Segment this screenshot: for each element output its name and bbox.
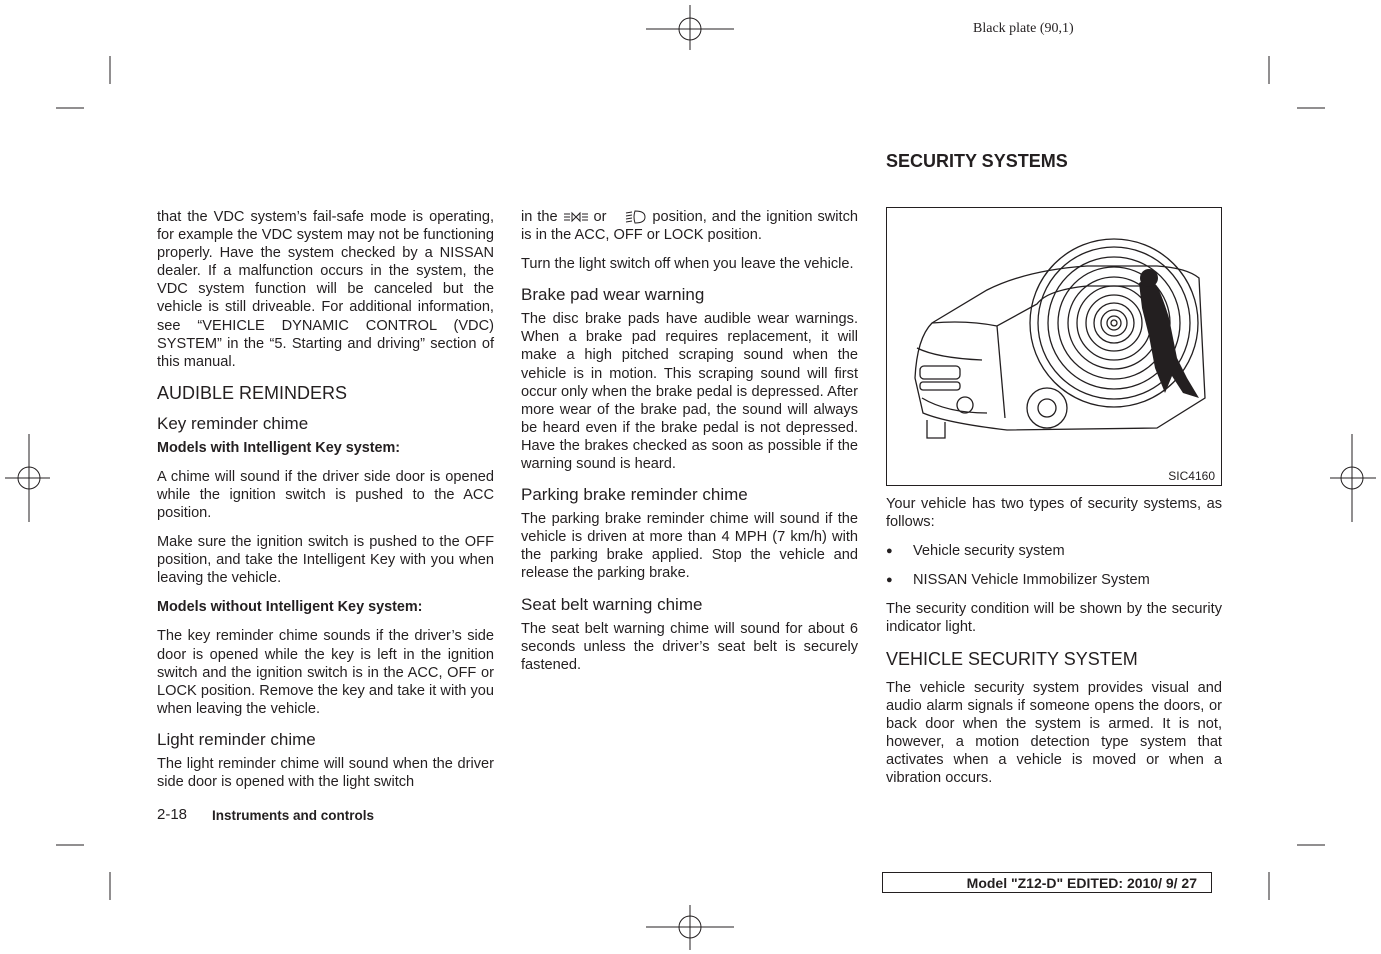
parking-lights-icon [563,211,589,223]
heading-without-ikey: Models without Intelligent Key system: [157,599,423,616]
paragraph-security-intro: Your vehicle has two types of security systems, as follows: [886,496,1222,531]
paragraph-brake-pad: The disc brake pads have audible wear warnings. When a brake pad requires replacement, it will make a high pitched scraping sound when the vehicle is in motion. This scraping sound will first occur only when the brake pedal is depressed. After more wear of the brake pad, the sound will always be heard even if the brake pedal is not depressed. Have the brakes checked as soon as possible if the warning sound is heard. [521,311,858,473]
column-left [157,208,494,791]
security-list [886,542,1222,589]
figure-code: SIC4160 [1168,469,1215,483]
heading-brake-pad: Brake pad wear warning [521,285,705,305]
list-item: ● Vehicle security system [886,542,1222,560]
paragraph-with-ikey-1: A chime will sound if the driver side door is opened while the ignition switch is pushed to the ACC position. [157,468,494,522]
column-middle [521,208,858,685]
plate-label: Black plate (90,1) [973,21,1074,36]
heading-audible-reminders: AUDIBLE REMINDERS [157,382,348,403]
paragraph-turn-off: Turn the light switch off when you leave the vehicle. [521,256,854,273]
paragraph-without-ikey: The key reminder chime sounds if the driver’s side door is opened while the key is left in the ignition switch and the ignition switch is in the ACC, OFF or LOCK position. Remove the key and take it with you when leaving the vehicle. [157,628,494,717]
heading-seat-belt: Seat belt warning chime [521,594,703,614]
vdc-paragraph: that the VDC system’s fail-safe mode is operating, for example the VDC system may not be functioning properly. Have the system checked by a NISSAN dealer. If a malfunction occurs in the system, the VDC system function will be canceled but the vehicle is still driveable. For additional information, see “VEHICLE DYNAMIC CONTROL (VDC) SYSTEM” in the “5. Starting and driving” section of this manual. [157,209,494,370]
model-edited-box: Model "Z12-D" EDITED: 2010/ 9/ 27 [882,872,1212,893]
paragraph-light-continued: in the or position, and the ignition switch is in the ACC, OFF or LOCK position. [521,209,858,244]
security-figure [886,207,1222,486]
paragraph-light-reminder: The light reminder chime will sound when the driver side door is opened with the light switch [157,755,494,790]
paragraph-security-condition: The security condition will be shown by the security indicator light. [886,601,1222,636]
heading-light-reminder: Light reminder chime [157,729,316,749]
page-number: 2-18 [157,806,188,823]
paragraph-parking-brake: The parking brake reminder chime will sound if the vehicle is driven at more than 4 MPH (7 km/h) with the parking brake applied. Stop the vehicle and release the parking brake. [521,511,858,582]
headlight-icon [625,210,647,224]
section-name: Instruments and controls [212,808,375,823]
heading-key-reminder: Key reminder chime [157,413,309,433]
paragraph-with-ikey-2: Make sure the ignition switch is pushed to the OFF position, and take the Intelligent Key with you when leaving the vehicle. [157,534,494,587]
paragraph-vehicle-security: The vehicle security system provides visual and audio alarm signals if someone opens the doors, or back door when the system is armed. It is not, however, a motion detection type system that activates when a vehicle is moved or when a vibration occurs. [886,679,1222,787]
car-alarm-illustration [887,208,1221,485]
paragraph-seat-belt: The seat belt warning chime will sound for about 6 seconds unless the driver’s seat belt is securely fastened. [521,620,858,673]
heading-parking-brake: Parking brake reminder chime [521,485,748,505]
heading-with-ikey: Models with Intelligent Key system: [157,439,401,456]
list-item: ● NISSAN Vehicle Immobilizer System [886,571,1222,589]
section-title: SECURITY SYSTEMS [886,151,1068,171]
column-right [886,495,1222,798]
heading-vehicle-security: VEHICLE SECURITY SYSTEM [886,648,1138,669]
